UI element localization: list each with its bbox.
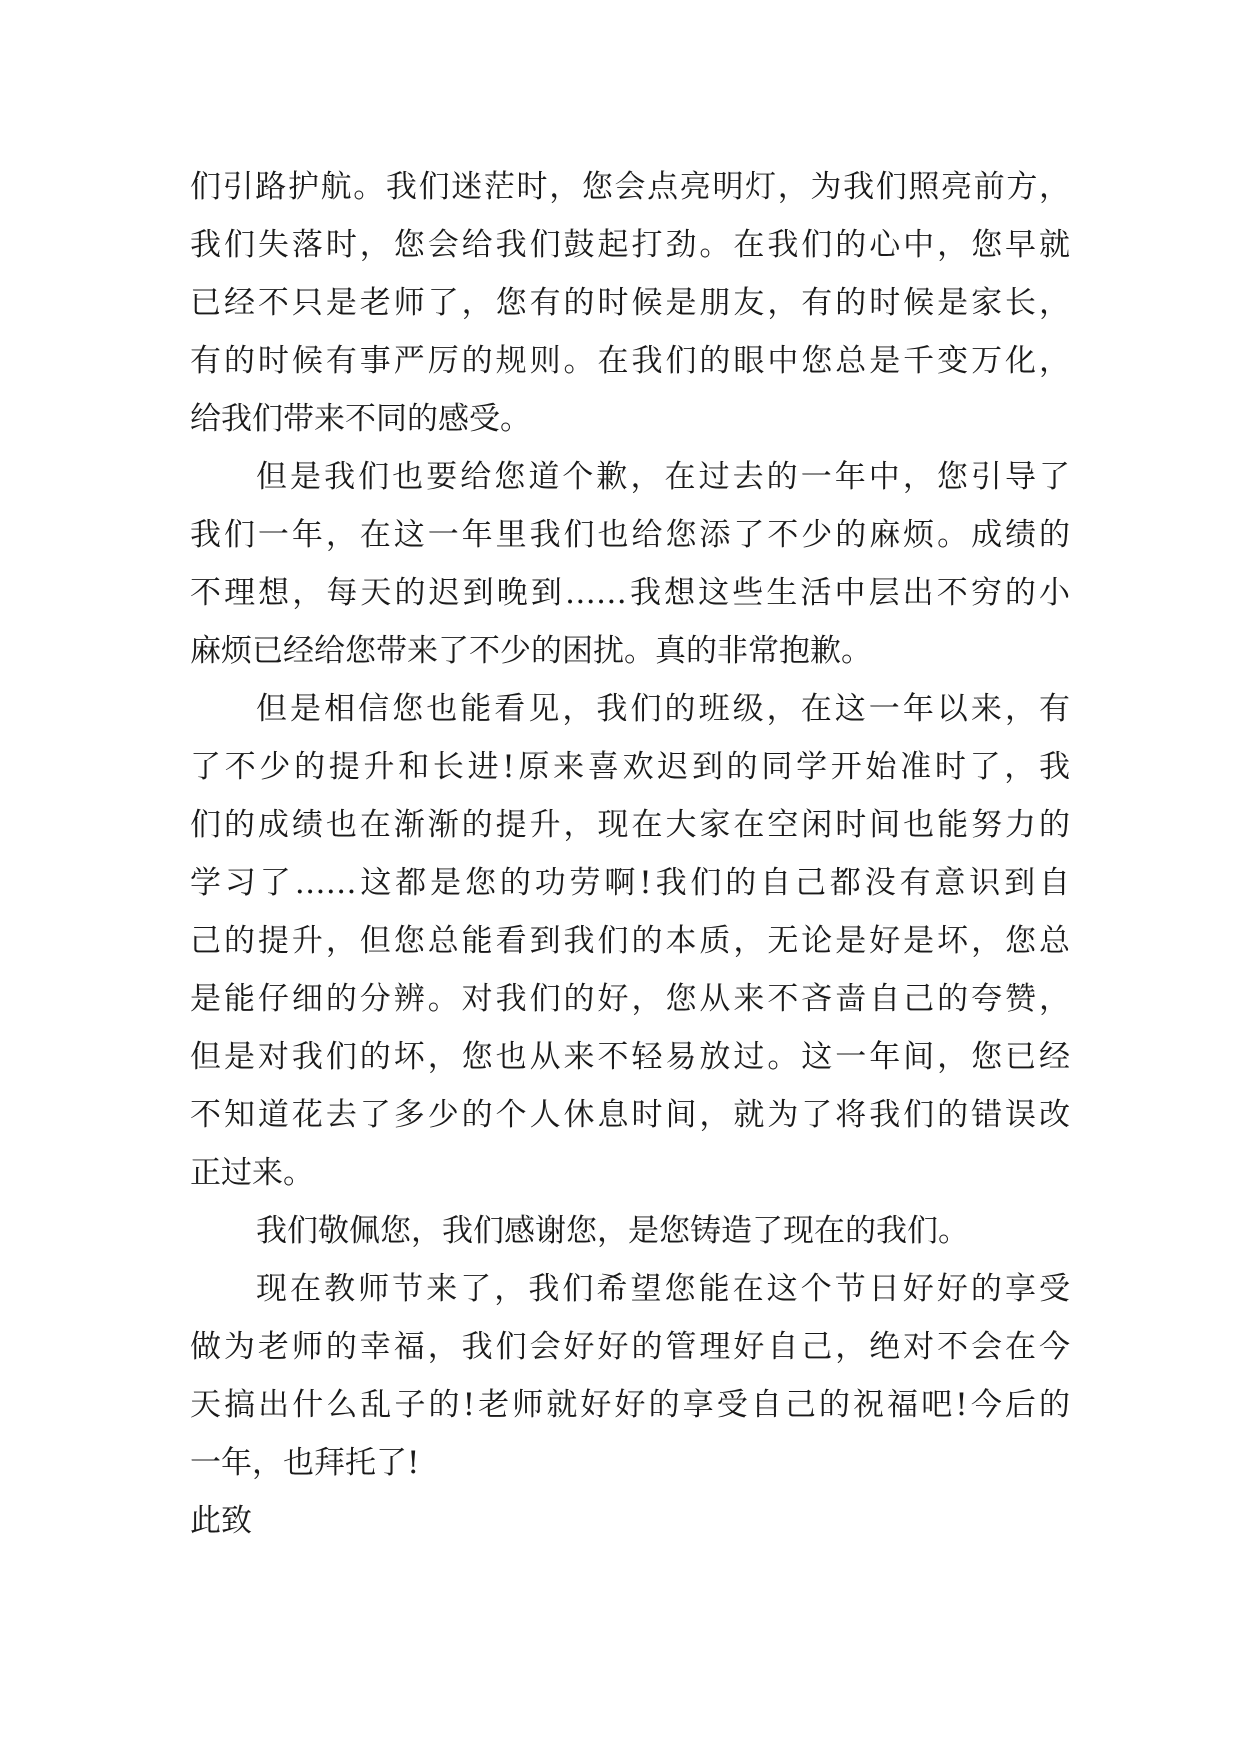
paragraph-3-line-4: 学习了……这都是您的功劳啊!我们的自己都没有意识到自 (190, 865, 1070, 901)
paragraph-3-line-2: 了不少的提升和长进!原来喜欢迟到的同学开始准时了，我 (190, 749, 1070, 785)
paragraph-3-line-3: 们的成绩也在渐渐的提升，现在大家在空闲时间也能努力的 (190, 807, 1070, 843)
paragraph-3-line-6: 是能仔细的分辨。对我们的好，您从来不吝啬自己的夸赞， (190, 981, 1070, 1017)
paragraph-2-line-1: 但是我们也要给您道个歉，在过去的一年中，您引导了 (256, 459, 1070, 495)
paragraph-3-line-1: 但是相信您也能看见，我们的班级，在这一年以来，有 (256, 691, 1070, 727)
paragraph-5-line-1: 现在教师节来了，我们希望您能在这个节日好好的享受 (256, 1271, 1070, 1307)
paragraph-2-line-4: 麻烦已经给您带来了不少的困扰。真的非常抱歉。 (190, 633, 872, 669)
paragraph-1-line-2: 我们失落时，您会给我们鼓起打劲。在我们的心中，您早就 (190, 227, 1070, 263)
paragraph-3-line-5: 己的提升，但您总能看到我们的本质，无论是好是坏，您总 (190, 923, 1070, 959)
paragraph-3-line-9: 正过来。 (190, 1155, 314, 1191)
paragraph-1-line-3: 已经不只是老师了，您有的时候是朋友，有的时候是家长， (190, 285, 1070, 321)
paragraph-1-line-1: 们引路护航。我们迷茫时，您会点亮明灯，为我们照亮前方， (190, 169, 1070, 205)
paragraph-2-line-3: 不理想，每天的迟到晚到……我想这些生活中层出不穷的小 (190, 575, 1070, 611)
paragraph-1-line-4: 有的时候有事严厉的规则。在我们的眼中您总是千变万化， (190, 343, 1070, 379)
closing-salutation: 此致 (190, 1503, 252, 1539)
paragraph-3-line-8: 不知道花去了多少的个人休息时间，就为了将我们的错误改 (190, 1097, 1070, 1133)
paragraph-3-line-7: 但是对我们的坏，您也从来不轻易放过。这一年间，您已经 (190, 1039, 1070, 1075)
paragraph-1-line-5: 给我们带来不同的感受。 (190, 401, 531, 437)
letter-body (190, 158, 1070, 1550)
paragraph-5-line-3: 天搞出什么乱子的!老师就好好的享受自己的祝福吧!今后的 (190, 1387, 1070, 1423)
paragraph-4-line-1: 我们敬佩您，我们感谢您，是您铸造了现在的我们。 (256, 1213, 969, 1249)
paragraph-5-line-4: 一年，也拜托了! (190, 1445, 420, 1481)
paragraph-5-line-2: 做为老师的幸福，我们会好好的管理好自己，绝对不会在今 (190, 1329, 1070, 1365)
paragraph-2-line-2: 我们一年，在这一年里我们也给您添了不少的麻烦。成绩的 (190, 517, 1070, 553)
